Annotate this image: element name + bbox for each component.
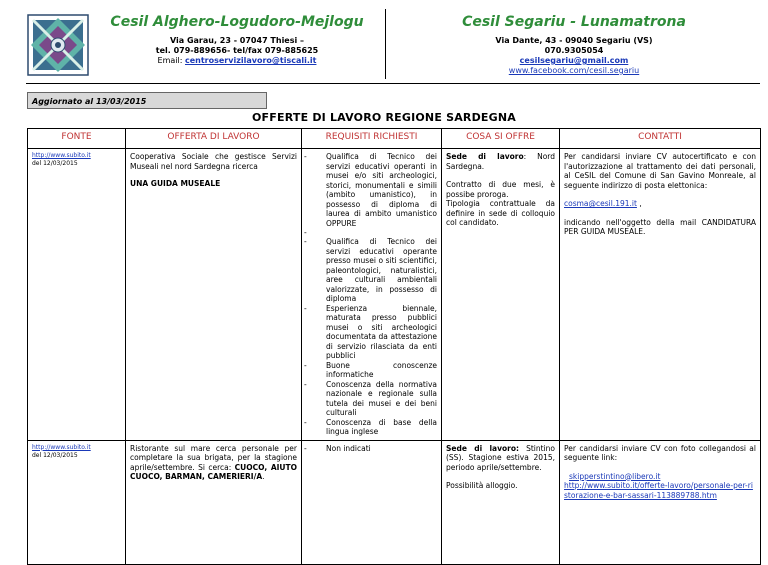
requirements-list [304,444,437,454]
header-right-phone: 070.9305054 [544,46,604,55]
offer-text: Ristorante sul mare cerca personale per completare la sua brigata, per la stagione aprile/settembre. Si cerca: [130,443,297,472]
table-header-row [28,129,761,149]
contact-cell [560,440,761,564]
header-right [390,14,758,76]
source-date: del 12/03/2015 [32,160,78,167]
header-left-email-line [96,56,378,66]
contact-email-link[interactable]: cosma@cesil.191.it [564,199,637,208]
contact-text: Per candidarsi inviare CV autocertificato e con l'autorizzazione al trattamento dei dati personali, al CeSIL del Comune di San Gavino Monreale, al seguente indirizzo di posta elettonica: [564,152,756,190]
offers-label: Sede di lavoro [446,152,524,161]
source-cell [28,149,126,441]
header-left [96,14,378,66]
column-header-fonte: FONTE [28,129,126,149]
offers-location: Stintino (SS). Stagione estiva 2015, periodo aprile/settembre. [446,443,555,472]
requirement-spacer [304,228,437,237]
offer-cell [126,440,302,564]
requirements-cell [302,149,442,441]
header-right-facebook-link[interactable]: www.facebook.com/cesil.segariu [508,66,640,75]
table-row [28,440,761,564]
column-header-requisiti: REQUISITI RICHIESTI [302,129,442,149]
header-divider [385,9,386,79]
requirements-list [304,152,437,437]
offer-cell [126,149,302,441]
contact-email-link[interactable]: skipperstintino@libero.it [569,471,661,481]
contact-text: Per candidarsi inviare CV con foto collegandosi al seguente link: [564,443,756,462]
header-left-email-label: Email: [157,56,185,65]
source-cell [28,440,126,564]
offers-table [27,128,761,565]
header-left-phone: tel. 079-889656- tel/fax 079-885625 [155,46,319,55]
table-row [28,149,761,441]
offer-end: . [262,472,265,481]
requirement-item: - Conoscenza della normativa nazionale e regionale sulla tutela dei musei e dei beni culturali [304,380,437,418]
header-right-address: Via Dante, 43 - 09040 Segariu (VS) [495,36,653,45]
offers-type: Tipologia contrattuale da definire in sede di colloquio col candidato. [446,199,555,227]
requirement-item: - Non indicati [304,444,437,454]
page-title: OFFERTE DI LAVORO REGIONE SARDEGNA [252,111,516,124]
requirement-item: - Qualifica di Tecnico dei servizi educativi operante presso musei o siti scientifici, paleontologici, naturalistici, aree culturali ambientali valorizzate, in possesso di diploma [304,237,437,304]
requirement-item: - Esperienza biennale, maturata presso pubblici musei o siti archeologici documentata da attestazione di servizio rilasciata da enti pubblici [304,304,437,361]
cesil-logo [27,14,89,76]
header-right-email-link[interactable]: cesilsegariu@gmail.com [519,56,629,65]
column-header-contatti: CONTATTI [560,129,761,149]
offer-title: CUOCO, AIUTO CUOCO, BARMAN, CAMERIERI/A [130,462,297,481]
offers-label: Sede di lavoro: [446,443,520,453]
requirement-item: - Buone conoscenze informatiche [304,361,437,380]
offers-extra: Possibilità alloggio. [446,481,518,490]
contact-note: indicando nell'oggetto della mail CANDIDATURA PER GUIDA MUSEALE. [564,217,756,236]
offer-text: Cooperativa Sociale che gestisce Servizi Museali nel nord Sardegna ricerca [130,152,297,171]
source-link[interactable]: http://www.subito.it [32,443,91,451]
contact-offer-link[interactable]: http://www.subito.it/offerte-lavoro/personale-per-ristorazione-e-bar-sassari-113889788.htm [564,481,753,500]
offers-location: : Nord Sardegna. [446,152,555,171]
header-left-address: Via Garau, 23 - 07047 Thiesi – [169,36,305,45]
contact-email-suffix: , [636,199,642,208]
offers-cell [442,149,560,441]
updated-date-box: Aggiornato al 13/03/2015 [27,92,267,109]
offer-title: UNA GUIDA MUSEALE [130,179,221,188]
offers-cell [442,440,560,564]
header-left-title: Cesil Alghero-Logudoro-Mejlogu [110,14,364,30]
header-bottom-rule [26,83,760,84]
contact-cell [560,149,761,441]
source-link[interactable]: http://www.subito.it [32,152,91,159]
column-header-offerta: OFFERTA DI LAVORO [126,129,302,149]
header-right-title: Cesil Segariu - Lunamatrona [462,14,686,30]
column-header-offre: COSA SI OFFRE [442,129,560,149]
requirement-item: - Qualifica di Tecnico dei servizi educativi operanti in musei e/o siti archeologici, storici, monumentali e simili (ambito umanistico), in possesso di diploma di laurea di ambito umanistico OPPURE [304,152,437,228]
header-left-email-link[interactable]: centroservizilavoro@tiscali.it [184,56,317,65]
requirements-cell [302,440,442,564]
offers-contract: Contratto di due mesi, è possibe proroga. [446,180,555,199]
source-date: del 12/03/2015 [32,451,78,459]
requirement-item: - Conoscenza di base della lingua inglese [304,418,437,437]
